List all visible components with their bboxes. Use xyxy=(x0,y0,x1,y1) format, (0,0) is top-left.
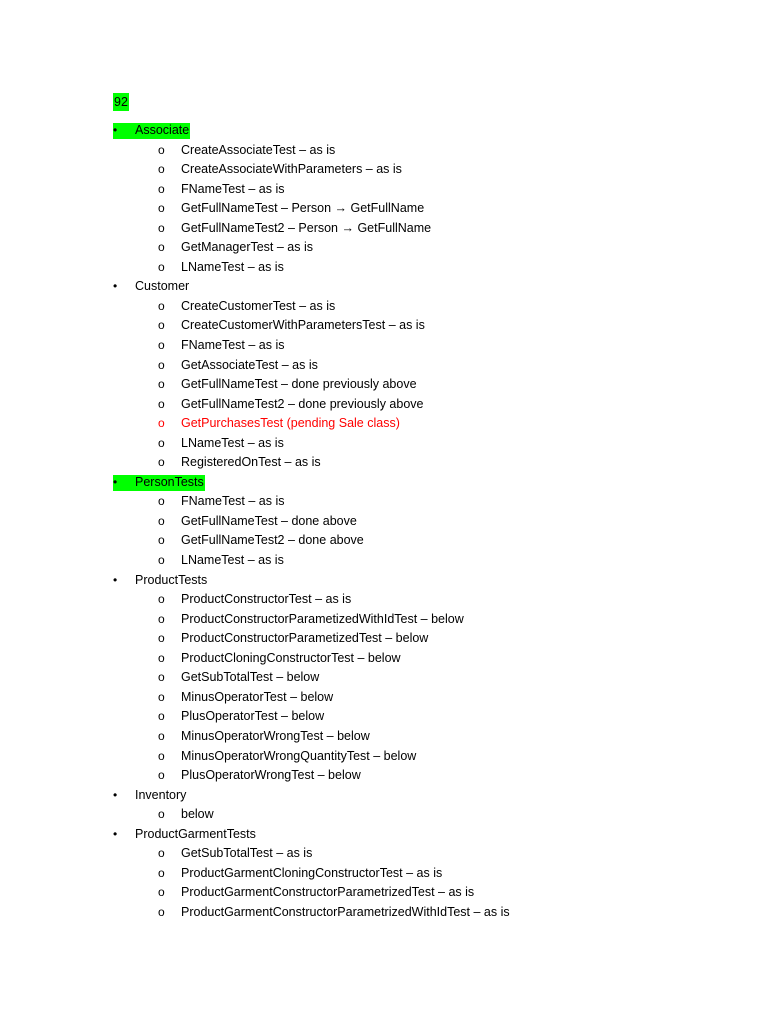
test-item-text: ProductCloningConstructorTest – below xyxy=(181,650,401,665)
test-list-item xyxy=(0,141,768,161)
test-list-item xyxy=(0,395,768,415)
sub-bullet-icon: o xyxy=(158,416,165,431)
test-list-item xyxy=(0,668,768,688)
test-item-text: ProductConstructorParametizedWithIdTest – below xyxy=(181,611,464,626)
sub-bullet-icon: o xyxy=(158,592,165,607)
sub-bullet-icon: o xyxy=(158,338,165,353)
test-item-text: FNameTest – as is xyxy=(181,494,285,509)
bullet-icon: • xyxy=(113,474,118,489)
test-list-item xyxy=(0,316,768,336)
section-label: ProductTests xyxy=(135,572,208,587)
test-item-text: GetFullNameTest2 – done previously above xyxy=(181,396,424,411)
sub-bullet-icon: o xyxy=(158,885,165,900)
test-item-text: MinusOperatorWrongQuantityTest – below xyxy=(181,748,417,763)
sub-bullet-icon: o xyxy=(158,553,165,568)
test-outline-list xyxy=(0,121,768,922)
sub-bullet-icon: o xyxy=(158,533,165,548)
sub-bullet-icon: o xyxy=(158,611,165,626)
test-item-text: CreateAssociateWithParameters – as is xyxy=(181,162,402,177)
page-number: 92 xyxy=(114,95,128,109)
test-item-text: CreateCustomerTest – as is xyxy=(181,298,336,313)
sub-bullet-icon: o xyxy=(158,220,165,235)
test-item-text: GetFullNameTest – done previously above xyxy=(181,377,417,392)
test-list-item xyxy=(0,629,768,649)
section-item xyxy=(0,786,768,806)
sub-bullet-icon: o xyxy=(158,396,165,411)
test-item-text: GetSubTotalTest – as is xyxy=(181,846,313,861)
test-list-item xyxy=(0,727,768,747)
test-list-item xyxy=(0,864,768,884)
bullet-icon: • xyxy=(113,826,118,841)
test-item-text: GetManagerTest – as is xyxy=(181,240,314,255)
test-list-item xyxy=(0,258,768,278)
section-label: Customer xyxy=(135,279,190,294)
test-item-text: ProductGarmentCloningConstructorTest – as is xyxy=(181,865,443,880)
bullet-icon: • xyxy=(113,572,118,587)
sub-bullet-icon: o xyxy=(158,435,165,450)
test-list-item xyxy=(0,590,768,610)
test-item-text: CreateAssociateTest – as is xyxy=(181,142,336,157)
test-list-item xyxy=(0,766,768,786)
sub-bullet-icon: o xyxy=(158,807,165,822)
test-item-text: LNameTest – as is xyxy=(181,259,284,274)
test-item-text: GetFullNameTest – Person → GetFullName xyxy=(181,201,425,216)
sub-bullet-icon: o xyxy=(158,162,165,177)
test-item-text: CreateCustomerWithParametersTest – as is xyxy=(181,318,425,333)
sub-bullet-icon: o xyxy=(158,865,165,880)
sub-bullet-icon: o xyxy=(158,513,165,528)
test-list-item xyxy=(0,434,768,454)
test-list-item xyxy=(0,747,768,767)
test-item-text: RegisteredOnTest – as is xyxy=(181,455,321,470)
bullet-icon: • xyxy=(113,787,118,802)
test-list-item xyxy=(0,297,768,317)
sub-bullet-icon: o xyxy=(158,201,165,216)
test-list-item xyxy=(0,375,768,395)
test-list-item xyxy=(0,844,768,864)
test-item-text: GetFullNameTest2 – Person → GetFullName xyxy=(181,220,432,235)
test-list-item xyxy=(0,414,768,434)
sub-bullet-icon: o xyxy=(158,709,165,724)
sub-bullet-icon: o xyxy=(158,142,165,157)
sub-bullet-icon: o xyxy=(158,846,165,861)
sub-bullet-icon: o xyxy=(158,728,165,743)
section-item xyxy=(0,277,768,297)
test-list-item xyxy=(0,707,768,727)
test-list-item xyxy=(0,336,768,356)
test-list-item xyxy=(0,180,768,200)
sub-bullet-icon: o xyxy=(158,259,165,274)
test-list-item xyxy=(0,610,768,630)
test-list-item xyxy=(0,453,768,473)
sub-bullet-icon: o xyxy=(158,689,165,704)
test-item-text: FNameTest – as is xyxy=(181,181,285,196)
test-list-item xyxy=(0,492,768,512)
sub-bullet-icon: o xyxy=(158,377,165,392)
sub-bullet-icon: o xyxy=(158,768,165,783)
test-list-item xyxy=(0,903,768,923)
test-list-item xyxy=(0,199,768,219)
test-list-item xyxy=(0,238,768,258)
test-item-text: PlusOperatorWrongTest – below xyxy=(181,768,361,783)
test-list-item xyxy=(0,356,768,376)
sub-bullet-icon: o xyxy=(158,298,165,313)
sub-bullet-icon: o xyxy=(158,181,165,196)
sub-bullet-icon: o xyxy=(158,631,165,646)
section-item xyxy=(0,121,768,141)
test-item-text: below xyxy=(181,807,214,822)
test-item-text: GetFullNameTest – done above xyxy=(181,513,357,528)
test-item-text: GetPurchasesTest (pending Sale class) xyxy=(181,416,400,431)
test-list-item xyxy=(0,805,768,825)
test-item-text: GetSubTotalTest – below xyxy=(181,670,320,685)
sub-bullet-icon: o xyxy=(158,494,165,509)
section-label: PersonTests xyxy=(135,474,204,489)
sub-bullet-icon: o xyxy=(158,455,165,470)
test-list-item xyxy=(0,219,768,239)
section-item xyxy=(0,825,768,845)
test-item-text: ProductConstructorTest – as is xyxy=(181,592,352,607)
test-list-item xyxy=(0,883,768,903)
test-item-text: MinusOperatorWrongTest – below xyxy=(181,728,370,743)
bullet-icon: • xyxy=(113,279,118,294)
test-item-text: PlusOperatorTest – below xyxy=(181,709,325,724)
test-list-item xyxy=(0,649,768,669)
sub-bullet-icon: o xyxy=(158,670,165,685)
sub-bullet-icon: o xyxy=(158,318,165,333)
test-item-text: FNameTest – as is xyxy=(181,338,285,353)
test-list-item xyxy=(0,512,768,532)
test-item-text: GetFullNameTest2 – done above xyxy=(181,533,364,548)
test-item-text: ProductGarmentConstructorParametrizedTest – as is xyxy=(181,885,475,900)
bullet-icon: • xyxy=(113,123,118,137)
section-label: ProductGarmentTests xyxy=(135,826,256,841)
test-item-text: ProductConstructorParametizedTest – below xyxy=(181,631,429,646)
sub-bullet-icon: o xyxy=(158,240,165,255)
test-item-text: ProductGarmentConstructorParametrizedWithIdTest – as is xyxy=(181,904,510,919)
section-item xyxy=(0,473,768,493)
section-label: Inventory xyxy=(135,787,187,802)
sub-bullet-icon: o xyxy=(158,650,165,665)
section-label: Associate xyxy=(135,123,190,137)
sub-bullet-icon: o xyxy=(158,904,165,919)
test-list-item xyxy=(0,531,768,551)
test-item-text: LNameTest – as is xyxy=(181,435,284,450)
test-list-item xyxy=(0,688,768,708)
sub-bullet-icon: o xyxy=(158,357,165,372)
test-item-text: MinusOperatorTest – below xyxy=(181,689,334,704)
test-item-text: LNameTest – as is xyxy=(181,553,284,568)
section-item xyxy=(0,571,768,591)
test-list-item xyxy=(0,551,768,571)
test-list-item xyxy=(0,160,768,180)
test-item-text: GetAssociateTest – as is xyxy=(181,357,318,372)
sub-bullet-icon: o xyxy=(158,748,165,763)
